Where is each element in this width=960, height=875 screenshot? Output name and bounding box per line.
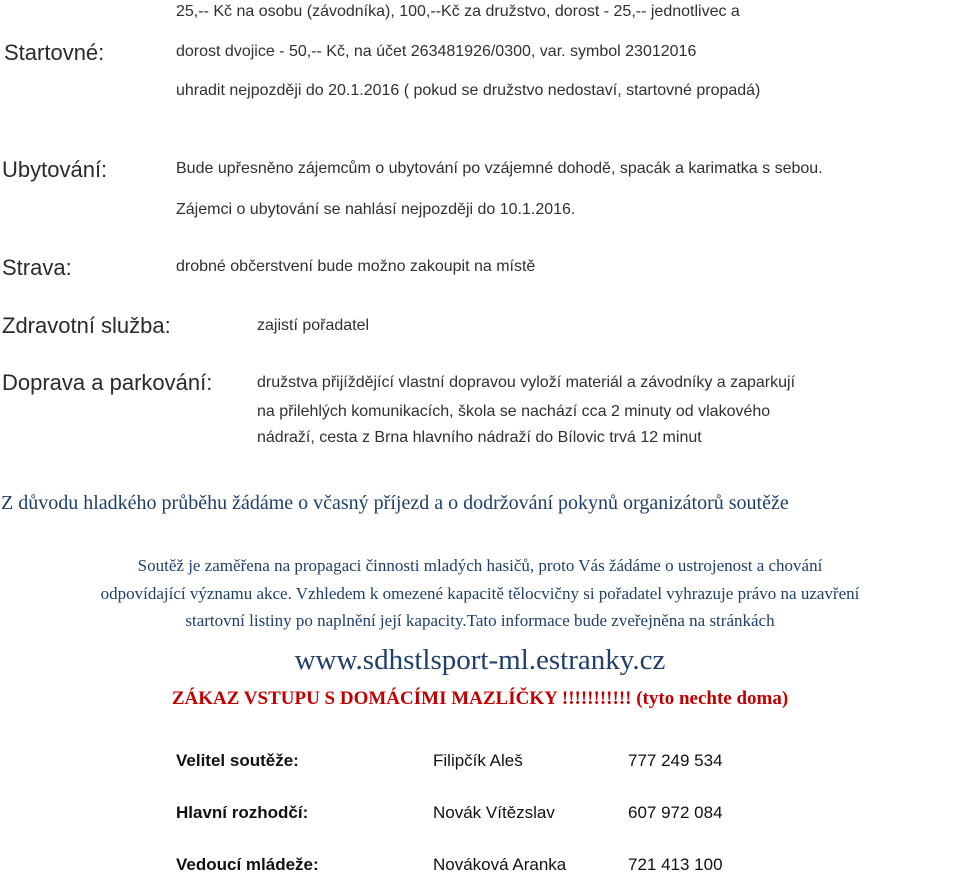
info-paragraph-line-1: Soutěž je zaměřena na propagaci činnosti mladých hasičů, proto Vás žádáme o ustrojenost a chování	[137, 556, 823, 575]
transport-line-3: nádraží, cesta z Brna hlavního nádraží do Bílovic trvá 12 minut	[257, 429, 702, 446]
entry-fee-line-1: 25,-- Kč na osobu (závodníka), 100,--Kč za družstvo, dorost - 25,-- jednotlivec a	[176, 3, 740, 20]
pet-warning: ZÁKAZ VSTUPU S DOMÁCÍMI MAZLÍČKY !!!!!!!!!!! (tyto nechte doma)	[171, 688, 789, 709]
accommodation-label: Ubytování:	[2, 157, 108, 182]
medical-label: Zdravotní služba:	[2, 313, 171, 338]
contact-role: Hlavní rozhodčí:	[176, 803, 309, 822]
food-label: Strava:	[2, 255, 72, 280]
website-link[interactable]: www.sdhstlsport-ml.estranky.cz	[294, 644, 666, 676]
contact-phone: 777 249 534	[628, 751, 723, 770]
entry-fee-line-2: dorost dvojice - 50,-- Kč, na účet 263481926/0300, var. symbol 23012016	[176, 43, 697, 60]
transport-line-1: družstva přijíždějící vlastní dopravou vyloží materiál a závodníky a zaparkují	[257, 374, 796, 391]
entry-fee-label: Startovné:	[4, 40, 105, 65]
contact-role: Vedoucí mládeže:	[176, 855, 319, 874]
info-paragraph-line-2: odpovídající významu akce. Vzhledem k omezené kapacitě tělocvičny si pořadatel vyhrazuje právo na uzavření	[100, 584, 860, 603]
contact-phone: 607 972 084	[628, 803, 723, 822]
transport-label: Doprava a parkování:	[2, 370, 213, 395]
contact-name: Nováková Aranka	[433, 855, 567, 874]
contact-name: Novák Vítězslav	[433, 803, 555, 822]
food-text: drobné občerstvení bude možno zakoupit na místě	[176, 258, 536, 275]
info-paragraph-line-3: startovní listiny po naplnění její kapacity.Tato informace bude zveřejněna na stránkách	[185, 611, 775, 630]
entry-fee-line-3: uhradit nejpozději do 20.1.2016 ( pokud se družstvo nedostaví, startovné propadá)	[176, 82, 761, 99]
medical-text: zajistí pořadatel	[257, 317, 370, 334]
notice-text: Z důvodu hladkého průběhu žádáme o včasný příjezd a o dodržování pokynů organizátorů soutěže	[1, 492, 789, 514]
contact-name: Filipčík Aleš	[433, 751, 523, 770]
contact-role: Velitel soutěže:	[176, 751, 299, 770]
contact-phone: 721 413 100	[628, 855, 723, 874]
accommodation-line-2: Zájemci o ubytování se nahlásí nejpozději do 10.1.2016.	[176, 201, 576, 218]
transport-line-2: na přilehlých komunikacích, škola se nachází cca 2 minuty od vlakového	[257, 403, 771, 420]
accommodation-line-1: Bude upřesněno zájemcům o ubytování po vzájemné dohodě, spacák a karimatka s sebou.	[176, 160, 823, 177]
